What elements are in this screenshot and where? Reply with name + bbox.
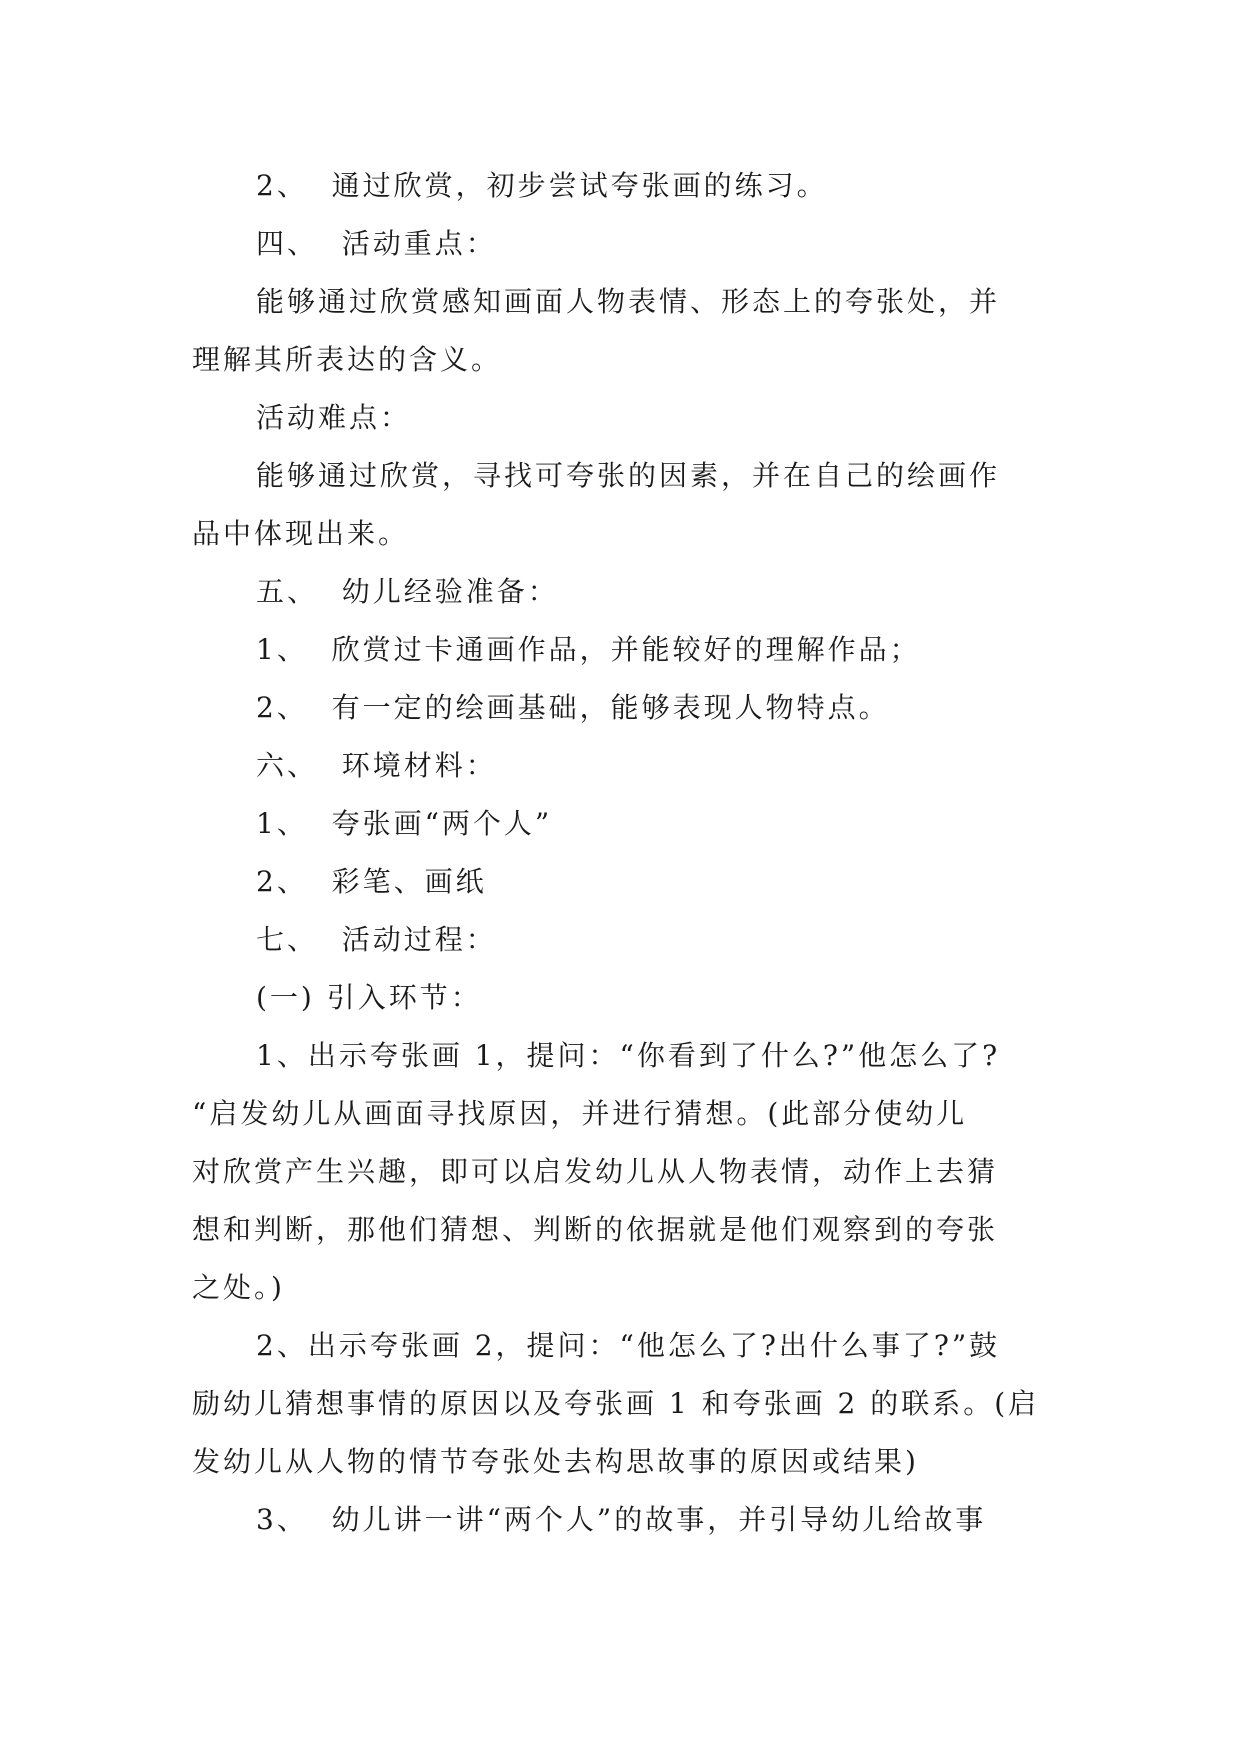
section-heading: 四、 活动重点： (256, 227, 497, 260)
document-body (192, 157, 1052, 1549)
text-line: 品中体现出来。 (192, 517, 410, 550)
text-line: 能够通过欣赏，寻找可夸张的因素，并在自己的绘画作 (256, 459, 1001, 492)
section-heading: 活动难点： (256, 401, 412, 434)
section-heading: 六、 环境材料： (256, 749, 497, 782)
text-line: 对欣赏产生兴趣，即可以启发幼儿从人物表情，动作上去猜 (192, 1155, 999, 1188)
text-line: 1、出示夸张画 1，提问：“你看到了什么?”他怎么了? (256, 1039, 1001, 1072)
text-line: 想和判断，那他们猜想、判断的依据就是他们观察到的夸张 (192, 1213, 999, 1246)
text-line: “启发幼儿从画面寻找原因，并进行猜想。(此部分使幼儿 (192, 1097, 968, 1130)
subsection-heading: (一) 引入环节： (256, 981, 482, 1014)
text-line: 理解其所表达的含义。 (192, 343, 503, 376)
section-heading: 五、 幼儿经验准备： (256, 575, 559, 608)
text-line: 1、 欣赏过卡通画作品，并能较好的理解作品； (256, 633, 921, 666)
text-line: 2、 通过欣赏，初步尝试夸张画的练习。 (256, 169, 828, 202)
text-line: 之处。) (192, 1271, 285, 1304)
text-line: 3、 幼儿讲一讲“两个人”的故事，并引导幼儿给故事 (256, 1503, 987, 1536)
text-line: 能够通过欣赏感知画面人物表情、形态上的夸张处，并 (256, 285, 1001, 318)
text-line: 发幼儿从人物的情节夸张处去构思故事的原因或结果) (192, 1445, 919, 1478)
text-line: 2、出示夸张画 2，提问：“他怎么了?出什么事了?”鼓 (256, 1329, 1001, 1362)
text-line: 1、 夸张画“两个人” (256, 807, 553, 840)
section-heading: 七、 活动过程： (256, 923, 497, 956)
text-line: 励幼儿猜想事情的原因以及夸张画 1 和夸张画 2 的联系。(启 (192, 1387, 1040, 1420)
text-line: 2、 彩笔、画纸 (256, 865, 487, 898)
text-line: 2、 有一定的绘画基础，能够表现人物特点。 (256, 691, 890, 724)
